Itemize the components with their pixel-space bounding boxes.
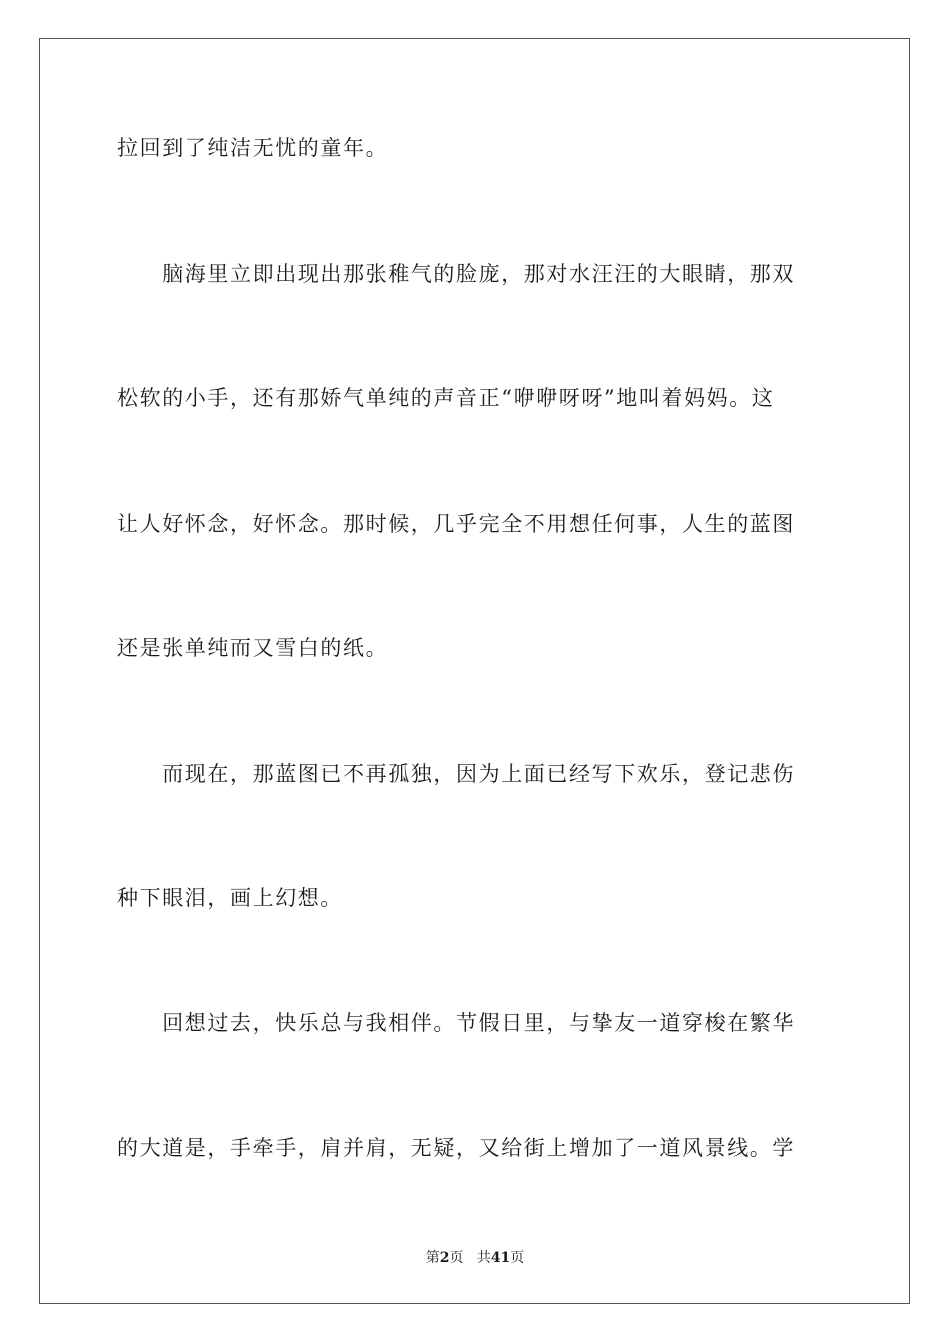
page-prefix: 第 <box>425 1250 440 1266</box>
text-line-9: 的大道是，手牵手，肩并肩，无疑，又给街上增加了一道风景线。学 <box>117 1136 795 1160</box>
text-line-1: 拉回到了纯洁无忧的童年。 <box>117 136 389 160</box>
page-suffix: 页 <box>449 1250 464 1266</box>
total-prefix: 共 <box>476 1250 491 1266</box>
total-suffix: 页 <box>510 1250 525 1266</box>
text-line-4: 让人好怀念，好怀念。那时候，几乎完全不用想任何事，人生的蓝图 <box>117 512 795 536</box>
text-line-3: 松软的小手，还有那娇气单纯的声音正“咿咿呀呀”地叫着妈妈。这 <box>117 386 775 410</box>
page-footer <box>0 1249 950 1267</box>
text-line-7: 种下眼泪，画上幻想。 <box>117 886 343 910</box>
page-border <box>39 38 910 1304</box>
text-line-8: 回想过去，快乐总与我相伴。节假日里，与挚友一道穿梭在繁华 <box>117 1011 795 1035</box>
text-line-6: 而现在，那蓝图已不再孤独，因为上面已经写下欢乐，登记悲伤 <box>117 762 795 786</box>
total-pages: 41 <box>490 1250 511 1266</box>
text-line-2: 脑海里立即出现出那张稚气的脸庞，那对水汪汪的大眼睛，那双 <box>117 262 795 286</box>
text-line-5: 还是张单纯而又雪白的纸。 <box>117 636 389 660</box>
page-number: 2 <box>439 1250 450 1266</box>
